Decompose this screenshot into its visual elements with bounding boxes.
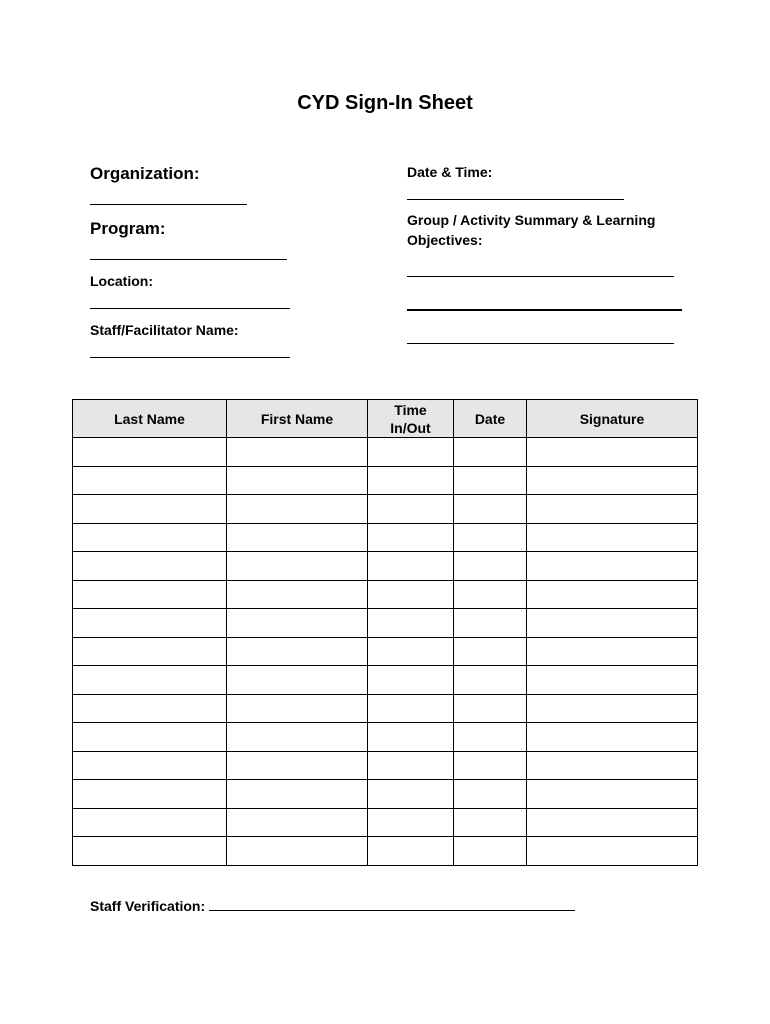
- time-in-out-cell[interactable]: [368, 438, 454, 467]
- table-row: [73, 694, 698, 723]
- page-title: CYD Sign-In Sheet: [297, 92, 473, 114]
- column-header-first-name: First Name: [227, 400, 368, 438]
- first-name-cell[interactable]: [227, 666, 368, 695]
- last-name-cell[interactable]: [73, 723, 227, 752]
- signature-cell[interactable]: [527, 552, 698, 581]
- date-cell[interactable]: [454, 808, 527, 837]
- last-name-cell[interactable]: [73, 466, 227, 495]
- column-header-time-in-out: [368, 400, 454, 438]
- signature-cell[interactable]: [527, 780, 698, 809]
- first-name-cell[interactable]: [227, 580, 368, 609]
- date-cell[interactable]: [454, 438, 527, 467]
- date-cell[interactable]: [454, 552, 527, 581]
- table-row: [73, 780, 698, 809]
- signature-cell[interactable]: [527, 637, 698, 666]
- table-header-row: [73, 400, 698, 438]
- time-in-out-cell[interactable]: [368, 637, 454, 666]
- time-in-out-cell[interactable]: [368, 751, 454, 780]
- date-cell[interactable]: [454, 751, 527, 780]
- staff-verification-label: Staff Verification:: [90, 898, 206, 914]
- staff-verification-field[interactable]: [209, 896, 575, 911]
- last-name-cell[interactable]: [73, 780, 227, 809]
- staff-facilitator-label: Staff/Facilitator Name:: [90, 322, 239, 338]
- signature-cell[interactable]: [527, 466, 698, 495]
- date-cell[interactable]: [454, 523, 527, 552]
- first-name-cell[interactable]: [227, 495, 368, 524]
- table-row: [73, 466, 698, 495]
- first-name-cell[interactable]: [227, 637, 368, 666]
- table-row: [73, 751, 698, 780]
- table-row: [73, 580, 698, 609]
- summary-label-line2: Objectives:: [407, 232, 483, 248]
- program-field[interactable]: [90, 259, 287, 260]
- signature-cell[interactable]: [527, 523, 698, 552]
- time-in-out-cell[interactable]: [368, 609, 454, 638]
- time-in-out-cell[interactable]: [368, 837, 454, 866]
- first-name-cell[interactable]: [227, 552, 368, 581]
- signature-cell[interactable]: [527, 666, 698, 695]
- table-row: [73, 808, 698, 837]
- column-header-date: Date: [454, 400, 527, 438]
- last-name-cell[interactable]: [73, 808, 227, 837]
- last-name-cell[interactable]: [73, 637, 227, 666]
- location-field[interactable]: [90, 308, 290, 309]
- last-name-cell[interactable]: [73, 438, 227, 467]
- first-name-cell[interactable]: [227, 609, 368, 638]
- table-row: [73, 523, 698, 552]
- table-row: [73, 666, 698, 695]
- last-name-cell[interactable]: [73, 495, 227, 524]
- signature-cell[interactable]: [527, 751, 698, 780]
- staff-verification-row: [90, 896, 575, 914]
- summary-field-line-3[interactable]: [407, 343, 674, 344]
- table-row: [73, 552, 698, 581]
- last-name-cell[interactable]: [73, 751, 227, 780]
- signature-cell[interactable]: [527, 580, 698, 609]
- time-in-out-cell[interactable]: [368, 552, 454, 581]
- table-row: [73, 637, 698, 666]
- first-name-cell[interactable]: [227, 466, 368, 495]
- date-time-label: Date & Time:: [407, 164, 493, 180]
- time-in-out-cell[interactable]: [368, 523, 454, 552]
- time-in-out-cell[interactable]: [368, 780, 454, 809]
- date-cell[interactable]: [454, 580, 527, 609]
- last-name-cell[interactable]: [73, 552, 227, 581]
- sign-in-table: [72, 399, 698, 866]
- first-name-cell[interactable]: [227, 837, 368, 866]
- table-row: [73, 609, 698, 638]
- signature-cell[interactable]: [527, 723, 698, 752]
- last-name-cell[interactable]: [73, 666, 227, 695]
- first-name-cell[interactable]: [227, 808, 368, 837]
- last-name-cell[interactable]: [73, 609, 227, 638]
- date-cell[interactable]: [454, 637, 527, 666]
- first-name-cell[interactable]: [227, 723, 368, 752]
- time-in-out-cell[interactable]: [368, 466, 454, 495]
- date-cell[interactable]: [454, 666, 527, 695]
- table-row: [73, 837, 698, 866]
- table-row: [73, 495, 698, 524]
- signature-cell[interactable]: [527, 808, 698, 837]
- signature-cell[interactable]: [527, 609, 698, 638]
- date-cell[interactable]: [454, 609, 527, 638]
- location-label: Location:: [90, 273, 153, 289]
- program-label: Program:: [90, 219, 166, 238]
- first-name-cell[interactable]: [227, 694, 368, 723]
- summary-label-line1: Group / Activity Summary & Learning: [407, 212, 656, 228]
- date-cell[interactable]: [454, 694, 527, 723]
- date-cell[interactable]: [454, 837, 527, 866]
- first-name-cell[interactable]: [227, 438, 368, 467]
- first-name-cell[interactable]: [227, 523, 368, 552]
- column-header-signature: Signature: [527, 400, 698, 438]
- date-cell[interactable]: [454, 723, 527, 752]
- date-time-field[interactable]: [407, 199, 624, 200]
- table-row: [73, 723, 698, 752]
- date-cell[interactable]: [454, 495, 527, 524]
- column-header-time-line2: In/Out: [390, 419, 431, 436]
- time-in-out-cell[interactable]: [368, 580, 454, 609]
- signature-cell[interactable]: [527, 438, 698, 467]
- time-in-out-cell[interactable]: [368, 694, 454, 723]
- time-in-out-cell[interactable]: [368, 666, 454, 695]
- table-body: [73, 438, 698, 866]
- signature-cell[interactable]: [527, 495, 698, 524]
- table-row: [73, 438, 698, 467]
- first-name-cell[interactable]: [227, 751, 368, 780]
- column-header-time-line1: Time: [394, 401, 427, 418]
- time-in-out-cell[interactable]: [368, 723, 454, 752]
- signature-cell[interactable]: [527, 837, 698, 866]
- date-cell[interactable]: [454, 780, 527, 809]
- last-name-cell[interactable]: [73, 694, 227, 723]
- organization-field[interactable]: [90, 204, 247, 205]
- staff-facilitator-field[interactable]: [90, 357, 290, 358]
- column-header-last-name: Last Name: [73, 400, 227, 438]
- date-cell[interactable]: [454, 466, 527, 495]
- last-name-cell[interactable]: [73, 523, 227, 552]
- last-name-cell[interactable]: [73, 580, 227, 609]
- organization-label: Organization:: [90, 164, 200, 183]
- time-in-out-cell[interactable]: [368, 808, 454, 837]
- last-name-cell[interactable]: [73, 837, 227, 866]
- first-name-cell[interactable]: [227, 780, 368, 809]
- summary-field-line-1[interactable]: [407, 276, 674, 277]
- summary-field-line-2[interactable]: [407, 309, 682, 311]
- time-in-out-cell[interactable]: [368, 495, 454, 524]
- signature-cell[interactable]: [527, 694, 698, 723]
